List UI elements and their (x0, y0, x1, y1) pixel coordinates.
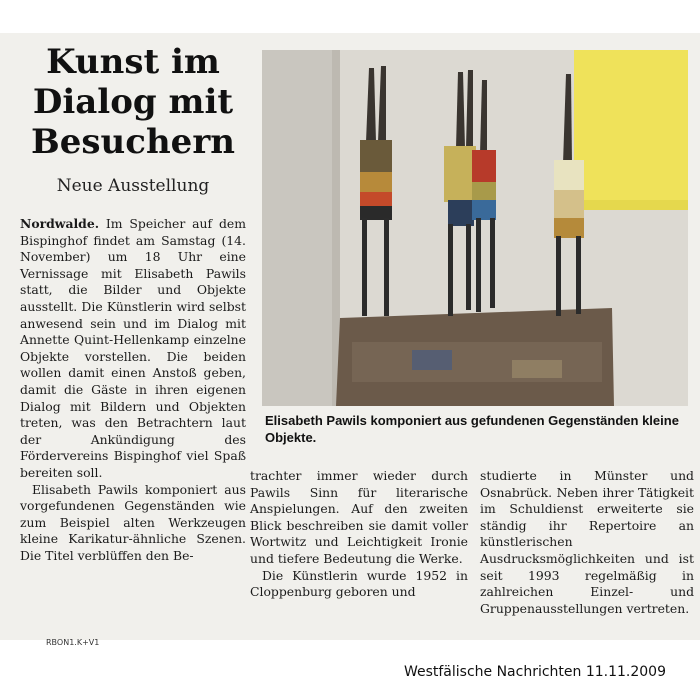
subheadline: Neue Ausstellung (56, 176, 210, 196)
column-1-paragraph-1: Im Speicher auf dem Bispinghof findet am Samstag (14. November) um 18 Uhr eine Vernissage mit Elisabeth Pawils statt, die Bilder und Objekte ausstellt. Die Künstlerin wird selbst anwesend sein und im Dialog mit Annette Quint-Hellenkamp einzelne Objekte vorstellen. Die beiden wollen damit einen Anstoß geben, damit die Gäste in ihren eigenen Dialog mit Bildern und Objekten treten, was den Betrachtern laut der Ankündigung des Fördervereins Bispinghof viel Spaß bereiten soll. (20, 216, 246, 480)
article-column-2 (250, 468, 468, 601)
article-column-1 (20, 216, 246, 564)
headline-line-2: Dialog mit (32, 82, 234, 122)
headline-line-1: Kunst im (46, 42, 220, 82)
column-2-paragraph-2: Die Künstlerin wurde 1952 in Cloppenburg geboren und (250, 567, 468, 600)
source-line: Westfälische Nachrichten 11.11.2009 (403, 664, 666, 680)
headline-line-3: Besuchern (31, 122, 235, 162)
artwork-photo (262, 50, 688, 406)
headline (22, 42, 244, 162)
print-code: RBON1.K+V1 (46, 638, 100, 647)
column-3-paragraph-1: studierte in Münster und Osnabrück. Neben ihrer Tätigkeit im Schuldienst erweiterte sie ständig ihr Repertoire an künstlerischen Ausdrucksmöglichkeiten und ist seit 1993 regelmäßig in zahlreichen Einzel- und Gruppenausstellungen vertreten. (480, 468, 694, 616)
column-1-paragraph-2: Elisabeth Pawils komponiert aus vorgefundenen Gegenständen wie zum Beispiel alten Werkzeugen kleine Karikatur-ähnliche Szenen. Die Titel verblüffen den Be- (20, 481, 246, 563)
photo-caption: Elisabeth Pawils komponiert aus gefundenen Gegenständen kleine Objekte. (265, 413, 679, 445)
sculpture-illustration (262, 50, 688, 406)
yellow-painting (574, 50, 688, 210)
article-column-3 (480, 468, 694, 617)
column-2-paragraph-1: trachter immer wieder durch Pawils Sinn für literarische Anspielungen. Auf den zweiten Blick beschreiben sie damit voller Wortwitz und Leichtigkeit Ironie und tiefere Bedeutung die Werke. (250, 468, 468, 566)
dateline: Nordwalde. (20, 216, 100, 231)
